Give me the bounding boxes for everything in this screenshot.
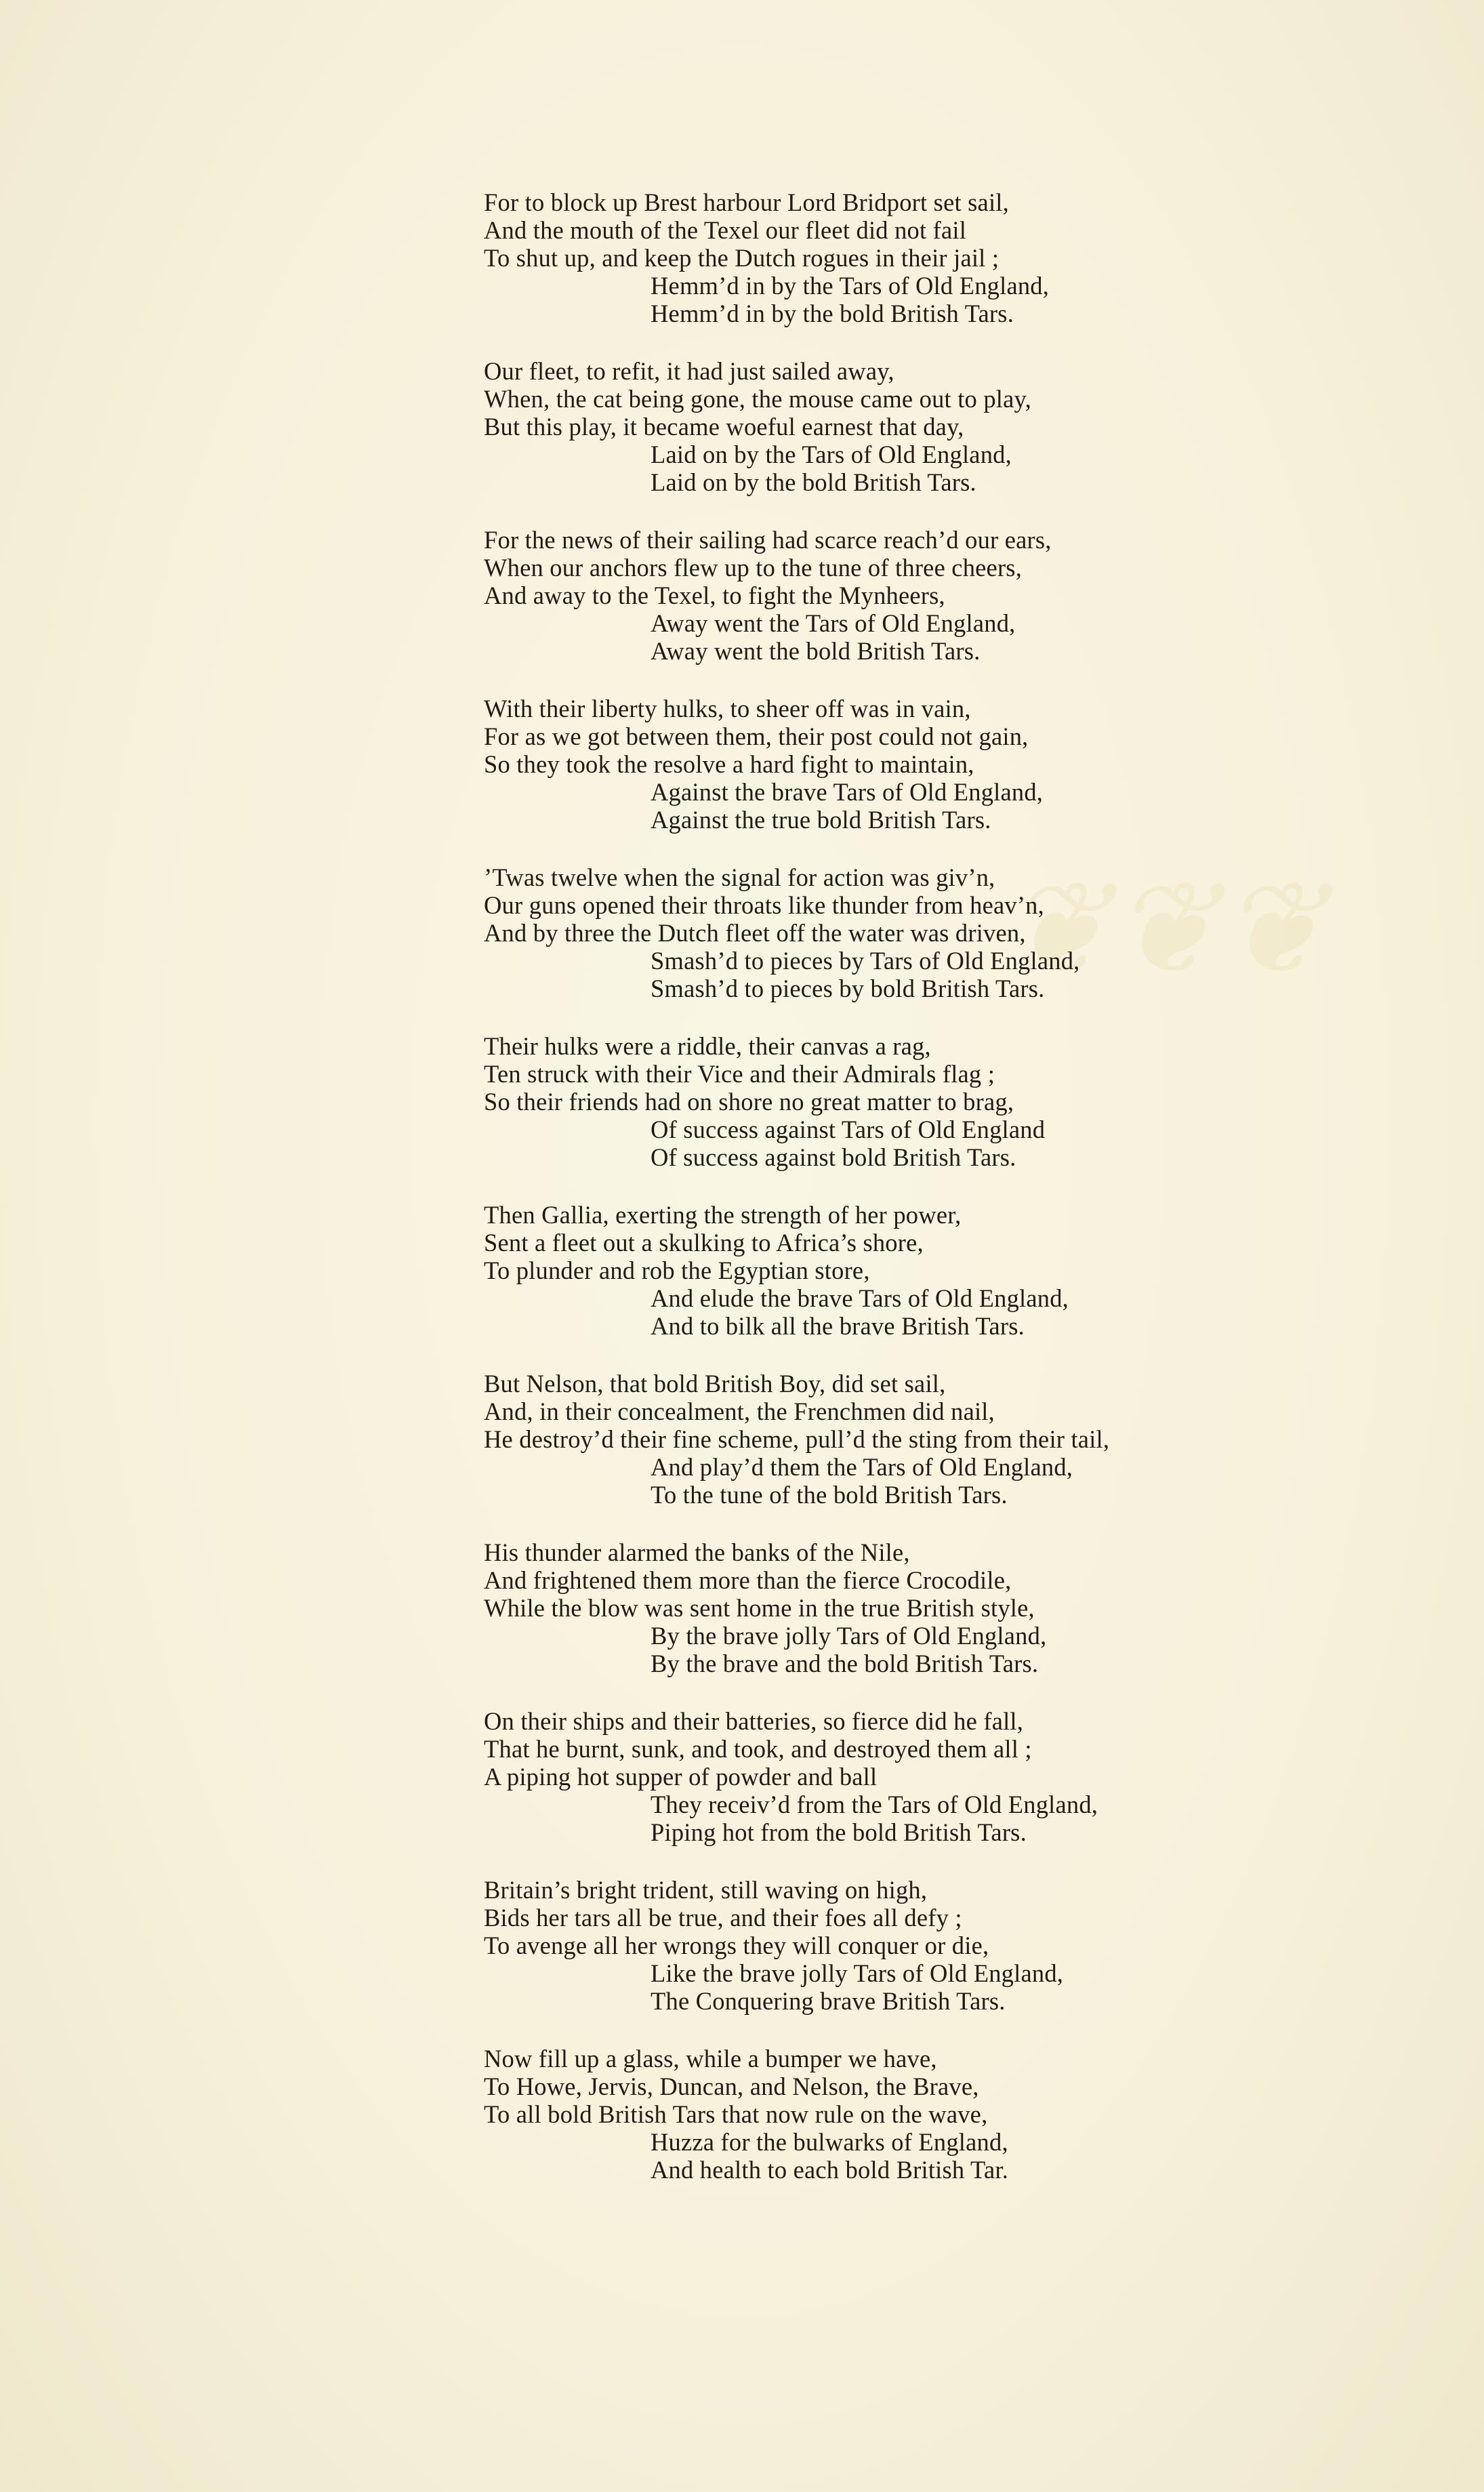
refrain-line: The Conquering brave British Tars.: [651, 1987, 1006, 2015]
poem-line: Bids her tars all be true, and their foes all defy ;: [484, 1904, 962, 1932]
refrain-line: Of success against bold British Tars.: [651, 1143, 1016, 1171]
poem-line: Then Gallia, exerting the strength of her power,: [484, 1201, 962, 1229]
poem-line: ’Twas twelve when the signal for action was giv’n,: [484, 863, 995, 891]
refrain-line: They receiv’d from the Tars of Old England,: [651, 1791, 1098, 1818]
poem-line: And frightened them more than the fierce Crocodile,: [484, 1566, 1012, 1594]
stanza-11: [484, 1876, 1446, 2015]
refrain-line: Smash’d to pieces by Tars of Old England,: [651, 947, 1080, 975]
refrain-line: Against the true bold British Tars.: [651, 806, 991, 834]
poem-line: Ten struck with their Vice and their Admirals flag ;: [484, 1060, 995, 1088]
poem-line: When our anchors flew up to the tune of three cheers,: [484, 554, 1023, 581]
poem-text: [484, 188, 1446, 2213]
poem-line: But this play, it became woeful earnest that day,: [484, 413, 964, 441]
stanza-1: [484, 188, 1446, 327]
stanza-12: [484, 2045, 1446, 2184]
poem-line: Now fill up a glass, while a bumper we have,: [484, 2045, 937, 2072]
poem-line: But Nelson, that bold British Boy, did set sail,: [484, 1370, 946, 1397]
poem-line: To avenge all her wrongs they will conquer or die,: [484, 1932, 989, 1959]
poem-line: His thunder alarmed the banks of the Nile,: [484, 1538, 910, 1566]
refrain-line: And health to each bold British Tar.: [651, 2156, 1009, 2184]
stanza-3: [484, 526, 1446, 665]
poem-line: When, the cat being gone, the mouse came out to play,: [484, 385, 1031, 413]
stanza-10: [484, 1707, 1446, 1846]
poem-line: For to block up Brest harbour Lord Bridport set sail,: [484, 188, 1009, 216]
poem-line: For as we got between them, their post could not gain,: [484, 722, 1029, 750]
poem-line: While the blow was sent home in the true British style,: [484, 1594, 1035, 1622]
poem-line: To all bold British Tars that now rule on the wave,: [484, 2100, 988, 2128]
stanza-4: [484, 695, 1446, 834]
poem-line: With their liberty hulks, to sheer off was in vain,: [484, 695, 971, 722]
poem-line: For the news of their sailing had scarce reach’d our ears,: [484, 526, 1052, 554]
refrain-line: Hemm’d in by the Tars of Old England,: [651, 272, 1050, 300]
stanza-9: [484, 1538, 1446, 1677]
refrain-line: Away went the bold British Tars.: [651, 637, 981, 665]
refrain-line: Against the brave Tars of Old England,: [651, 778, 1044, 806]
refrain-line: Hemm’d in by the bold British Tars.: [651, 300, 1014, 327]
refrain-line: And elude the brave Tars of Old England,: [651, 1284, 1069, 1312]
poem-line: Sent a fleet out a skulking to Africa’s shore,: [484, 1229, 924, 1257]
refrain-line: Laid on by the bold British Tars.: [651, 468, 976, 496]
stanza-2: [484, 357, 1446, 496]
poem-line: So they took the resolve a hard fight to maintain,: [484, 750, 974, 778]
poem-line: And by three the Dutch fleet off the water was driven,: [484, 919, 1026, 947]
poem-line: And, in their concealment, the Frenchmen did nail,: [484, 1397, 995, 1425]
stanza-8: [484, 1370, 1446, 1509]
stanza-6: [484, 1032, 1446, 1171]
poem-line: He destroy’d their fine scheme, pull’d the sting from their tail,: [484, 1425, 1110, 1453]
refrain-line: Piping hot from the bold British Tars.: [651, 1818, 1027, 1846]
poem-line: A piping hot supper of powder and ball: [484, 1763, 878, 1791]
refrain-line: Like the brave jolly Tars of Old England,: [651, 1959, 1064, 1987]
refrain-line: Huzza for the bulwarks of England,: [651, 2128, 1008, 2156]
refrain-line: Laid on by the Tars of Old England,: [651, 441, 1012, 468]
poem-line: And the mouth of the Texel our fleet did not fail: [484, 216, 967, 244]
refrain-line: By the brave jolly Tars of Old England,: [651, 1622, 1047, 1650]
refrain-line: By the brave and the bold British Tars.: [651, 1650, 1039, 1677]
refrain-line: And to bilk all the brave British Tars.: [651, 1312, 1025, 1340]
poem-line: Their hulks were a riddle, their canvas a rag,: [484, 1032, 931, 1060]
refrain-line: Smash’d to pieces by bold British Tars.: [651, 975, 1045, 1002]
poem-line: Our fleet, to refit, it had just sailed away,: [484, 357, 894, 385]
poem-line: And away to the Texel, to fight the Mynheers,: [484, 581, 945, 609]
stanza-5: [484, 863, 1446, 1002]
refrain-line: Of success against Tars of Old England: [651, 1116, 1046, 1143]
poem-line: To shut up, and keep the Dutch rogues in their jail ;: [484, 244, 999, 272]
poem-line: To Howe, Jervis, Duncan, and Nelson, the Brave,: [484, 2072, 979, 2100]
poem-line: On their ships and their batteries, so fierce did he fall,: [484, 1707, 1024, 1735]
poem-line: To plunder and rob the Egyptian store,: [484, 1257, 870, 1284]
poem-line: So their friends had on shore no great matter to brag,: [484, 1088, 1014, 1116]
stanza-7: [484, 1201, 1446, 1340]
poem-line: Our guns opened their throats like thunder from heav’n,: [484, 891, 1044, 919]
refrain-line: Away went the Tars of Old England,: [651, 609, 1016, 637]
show-through-decoration: ❦❦❦: [1003, 854, 1327, 1004]
refrain-line: To the tune of the bold British Tars.: [651, 1481, 1008, 1509]
poem-line: That he burnt, sunk, and took, and destroyed them all ;: [484, 1735, 1032, 1763]
refrain-line: And play’d them the Tars of Old England,: [651, 1453, 1073, 1481]
poem-line: Britain’s bright trident, still waving on high,: [484, 1876, 928, 1904]
